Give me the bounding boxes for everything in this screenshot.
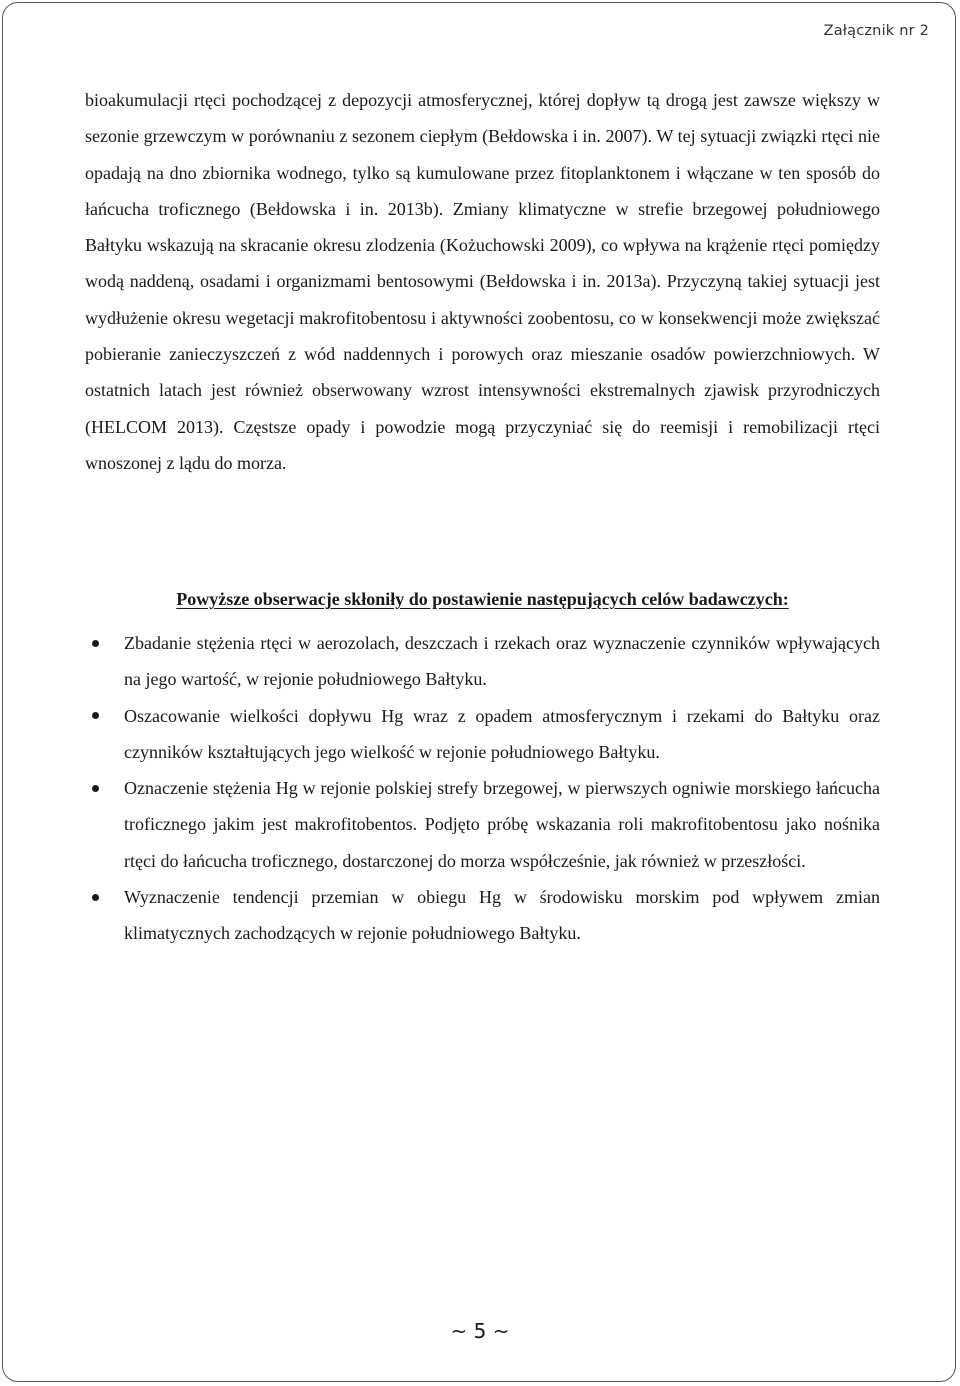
bullet-icon [85,698,105,734]
goals-heading: Powyższe obserwacje skłoniły do postawienie następujących celów badawczych: [176,589,789,609]
goal-item [85,879,880,952]
goal-text: Oszacowanie wielkości dopływu Hg wraz z opadem atmosferycznym i rzekami do Bałtyku oraz czynników kształtujących jego wielkość w rejonie południowego Bałtyku. [124,705,880,762]
goal-text: Zbadanie stężenia rtęci w aerozolach, deszczach i rzekach oraz wyznaczenie czynników wpływających na jego wartość, w rejonie południowego Bałtyku. [124,633,880,690]
goal-text: Oznaczenie stężenia Hg w rejonie polskiej strefy brzegowej, w pierwszych ogniwie morskiego łańcucha troficznego jakim jest makrofitobentos. Podjęto próbę wskazania roli makrofitobentosu jako nośnika rtęci do łańcucha troficznego, dostarczonej do morza współcześnie, jak również w przeszłości. [124,778,880,871]
bullet-icon [85,625,105,661]
goal-text: Wyznaczenie tendencji przemian w obiegu Hg w środowisku morskim pod wpływem zmian klimatycznych zachodzących w rejonie południowego Bałtyku. [124,887,880,944]
bullet-icon [85,879,105,915]
page-number: ~ 5 ~ [450,1319,510,1343]
bullet-icon [85,770,105,806]
body-paragraph: bioakumulacji rtęci pochodzącej z depozycji atmosferycznej, której dopływ tą drogą jest zawsze większy w sezonie grzewczym w porównaniu z sezonem ciepłym (Bełdowska i in. 2007). W tej sytuacji związki rtęci nie opadają na dno zbiornika wodnego, tylko są kumulowane przez fitoplanktonem i włączane w ten sposób do łańcucha troficznego (Bełdowska i in. 2013b). Zmiany klimatyczne w strefie brzegowej południowego Bałtyku wskazują na skracanie okresu zlodzenia (Kożuchowski 2009), co wpływa na krążenie rtęci pomiędzy wodą naddeną, osadami i organizmami bentosowymi (Bełdowska i in. 2013a). Przyczyną takiej sytuacji jest wydłużenie okresu wegetacji makrofitobentosu i aktywności zoobentosu, co w konsekwencji może zwiększać pobieranie zanieczyszczeń z wód naddennych i porowych oraz mieszanie osadów powierzchniowych. W ostatnich latach jest również obserwowany wzrost intensywności ekstremalnych zjawisk przyrodniczych (HELCOM 2013). Częstsze opady i powodzie mogą przyczyniać się do reemisji i remobilizacji rtęci wnoszonej z lądu do morza. [85,90,880,473]
document-page [2,2,956,1382]
annex-label: Załącznik nr 2 [823,23,929,39]
goal-item [85,625,880,698]
goal-item [85,770,880,879]
goal-item [85,698,880,771]
goals-list [85,625,880,952]
